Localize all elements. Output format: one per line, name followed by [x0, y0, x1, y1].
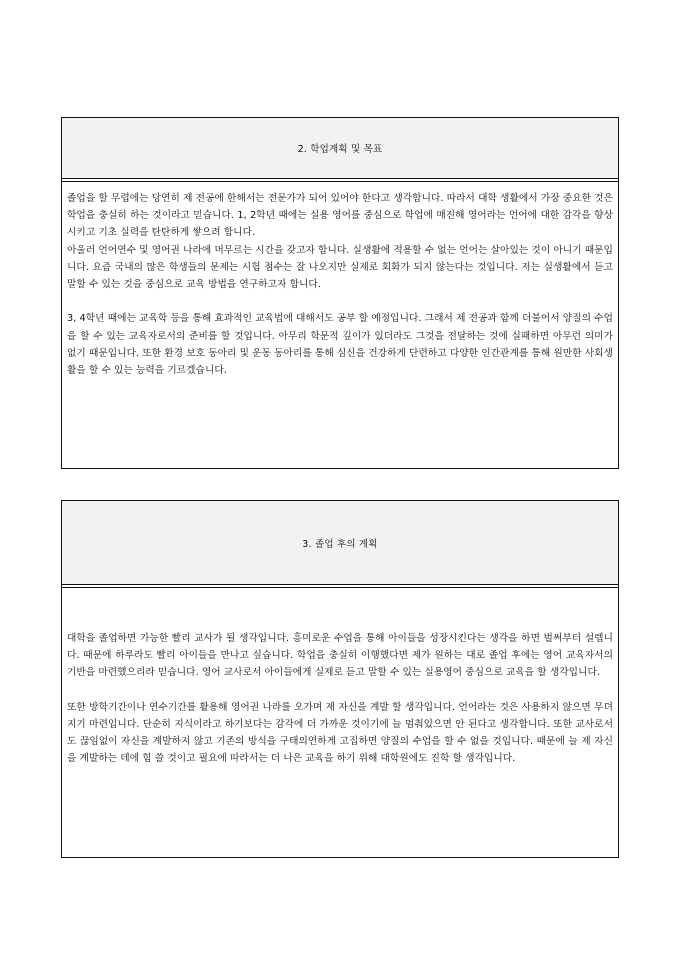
section-title: 3. 졸업 후의 계획: [302, 538, 378, 550]
section-title: 2. 학업계획 및 목표: [297, 144, 383, 155]
section-header: [62, 501, 618, 584]
paragraph: 또한 방학기간이나 연수기간를 활용해 영어권 나라를 오가며 제 자신을 계발 할 생각입니다. 언어라는 것은 사용하지 않으면 무뎌지기 마련입니다. 단순히 지식이라고 하기보다는 감각에 더 가까운 것이기에 늘 멈춰있으면 안 된다고 생각합니다. 또한 교사로서도 끊임없이 자신을 계발하지 않고 기존의 방식을 구태의연하게 고집하면 양질의 수업을 할 수 없을 것입니다. 때문에 늘 제 자신을 계발하는 데에 힘 쓸 것이고 필요에 따라서는 더 나은 교육을 하기 위해 대학원에도 진학 할 생각입니다.: [67, 701, 613, 765]
paragraph: 졸업을 할 무렵에는 당연히 제 전공에 한해서는 전문가가 되어 있어야 한다고 생각합니다. 따라서 대학 생활에서 가장 중요한 것은 학업을 충실히 하는 것이라고 믿습니다. 1, 2학년 때에는 실용 영어를 중심으로 학업에 매진해 영어라는 언어에 대한 감각을 향상시키고 기초 실력을 탄탄하게 쌓으려 합니다.: [67, 193, 613, 239]
paragraph-gap: [67, 682, 613, 699]
section-body: [62, 182, 618, 379]
section-header: [62, 118, 618, 178]
paragraph-gap: [67, 293, 613, 310]
post-graduation-section: [61, 500, 619, 858]
paragraph: 3, 4학년 때에는 교육학 등을 통해 효과적인 교육법에 대해서도 공부 할 예정입니다. 그래서 제 전공과 함께 더불어서 양질의 수업을 할 수 있는 교육자로서의 준비를 할 것입니다. 아무리 학문적 깊이가 있더라도 그것을 전달하는 것에 실패하면 아무런 의미가 없기 때문입니다. 또한 환경 보호 동아리 및 운동 동아리를 통해 심신을 건강하게 단련하고 다양한 인간관계를 통해 원만한 사회생활을 할 수 있는 능력을 기르겠습니다.: [67, 313, 613, 377]
paragraph: 대학을 졸업하면 가능한 빨리 교사가 될 생각입니다. 흥미로운 수업을 통해 아이들을 성장시킨다는 생각을 하면 벌써부터 설렙니다. 때문에 하루라도 빨리 아이들을 만나고 싶습니다. 학업을 충실히 이행했다면 제가 원하는 대로 졸업 후에는 영어 교육자서의 기반을 마련했으리라 믿습니다. 영어 교사로서 아이들에게 실제로 듣고 말할 수 있는 실용영어 중심으로 교육을 할 생각입니다.: [67, 633, 613, 679]
section-body: [62, 588, 618, 768]
paragraph: 아울러 언어연수 및 영어권 나라에 머무르는 시간을 갖고자 합니다. 실생활에 적용할 수 없는 언어는 살아있는 것이 아니기 때문입니다. 요즘 국내의 많은 학생들의 문제는 시험 점수는 잘 나오지만 실제로 회화가 되지 않는다는 것입니다. 저는 실생활에서 듣고 말할 수 있는 것을 중심으로 교육 방법을 연구하고자 합니다.: [67, 244, 613, 291]
study-plan-section: [61, 117, 619, 469]
